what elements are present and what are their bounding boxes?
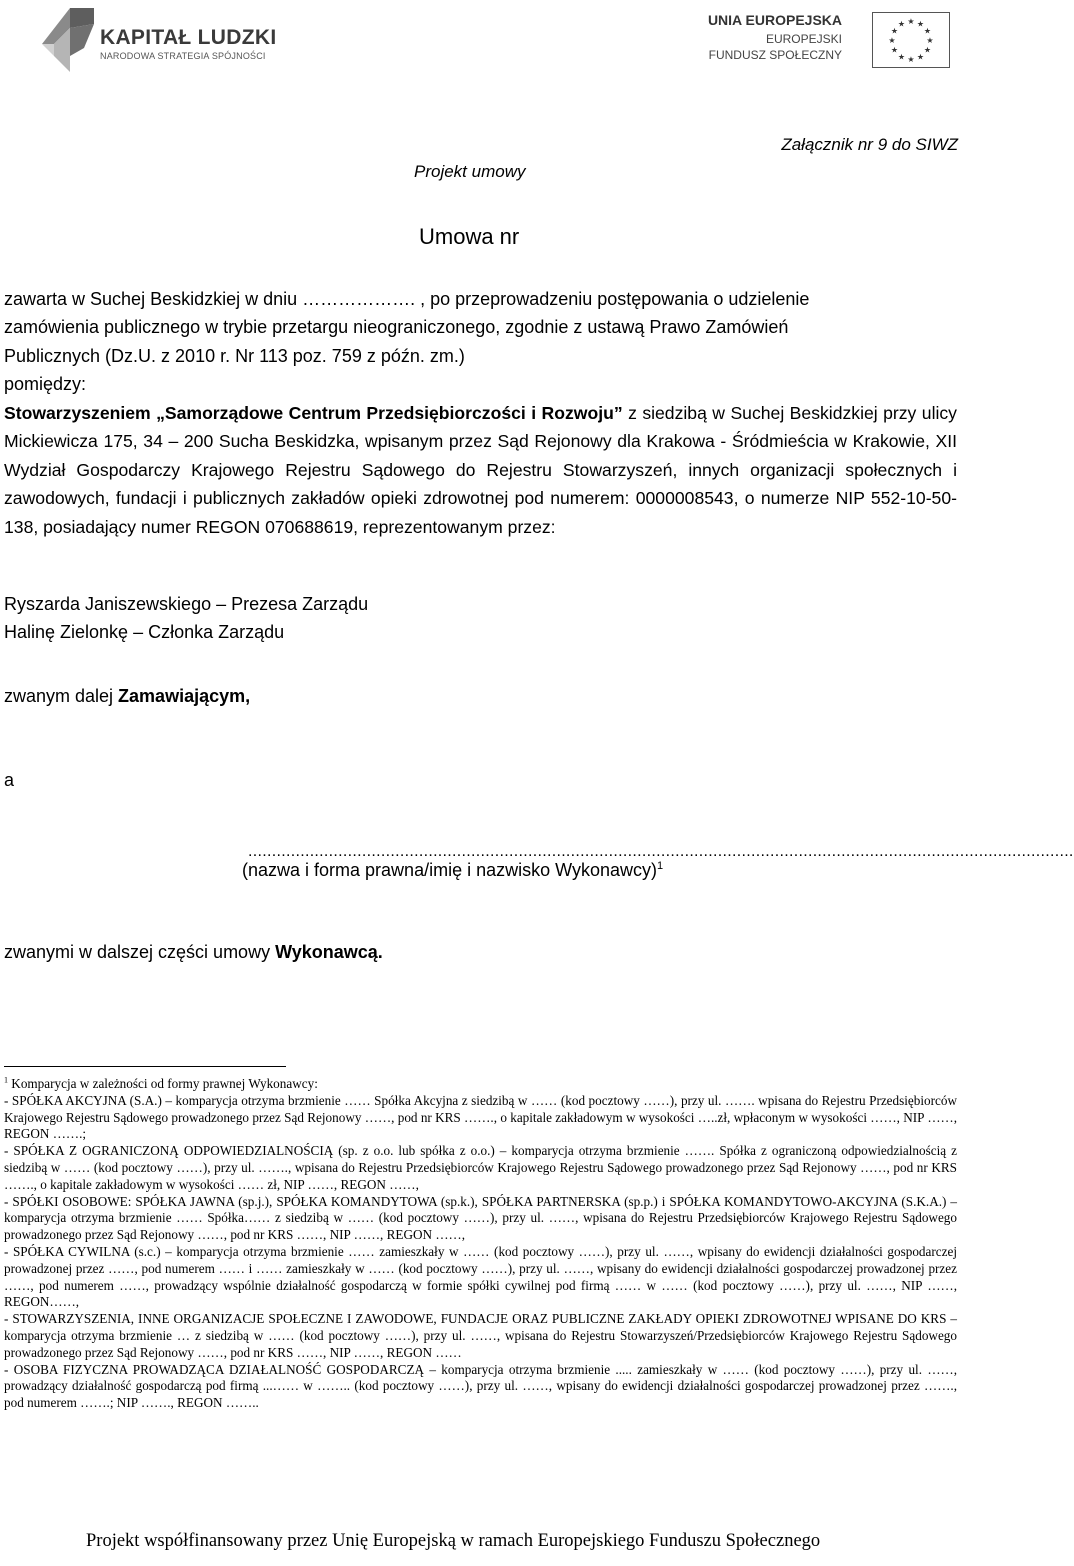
eu-logo-line3: FUNDUSZ SPOŁECZNY: [708, 48, 842, 62]
eu-logo-line2: EUROPEJSKI: [765, 32, 842, 46]
svg-text:★: ★: [888, 36, 896, 45]
intro-line-2: zamówienia publicznego w trybie przetargu nieograniczonego, zgodnie z ustawą Prawo Zamówień: [4, 317, 789, 338]
svg-text:★: ★: [907, 17, 915, 26]
footnote: [4, 1076, 957, 1412]
svg-text:★: ★: [897, 19, 906, 29]
kapital-ludzki-title: KAPITAŁ LUDZKI: [100, 26, 277, 49]
footnote-separator: [4, 1066, 286, 1067]
svg-text:★: ★: [916, 19, 925, 29]
contractor-caption-text: (nazwa i forma prawna/imię i nazwisko Wykonawcy): [242, 860, 657, 880]
intro-paragraph: [4, 285, 957, 399]
footnote-number: 1: [4, 1075, 8, 1085]
representative-2: Halinę Zielonkę – Członka Zarządu: [4, 622, 285, 643]
footnote-heading: [4, 1076, 957, 1093]
project-label: Projekt umowy: [414, 162, 526, 181]
svg-text:★: ★: [897, 52, 906, 62]
document-title: Umowa nr: [419, 224, 520, 249]
footnote-heading-text: Komparycja w zależności od formy prawnej Wykonawcy:: [8, 1076, 318, 1091]
footnote-item-stowarzyszenia: - STOWARZYSZENIA, INNE ORGANIZACJE SPOŁECZNE I ZAWODOWE, FUNDACJE ORAZ PUBLICZNE ZAKŁADY OPIEKI ZDROWOTNEJ WPISANE DO KRS – komparycja otrzyma brzmienie … z siedzibą w …… (kod pocztowy ……), przy ul. ……, wpisana do Rejestru Stowarzyszeń/Przedsiębiorców Krajowego Rejestru Sądowego prowadzonego przez Sąd Rejonowy ……, pod nr KRS ……, NIP ……, REGON ……: [4, 1311, 957, 1360]
wykonawca-line: [4, 938, 957, 966]
between-label: pomiędzy:: [4, 374, 87, 395]
representative-1: Ryszarda Janiszewskiego – Prezesa Zarządu: [4, 594, 369, 614]
party1-name: Stowarzyszeniem „Samorządowe Centrum Przedsiębiorczości i Rozwoju”: [4, 403, 623, 423]
svg-text:★: ★: [926, 36, 934, 45]
footnote-item-spzoo: - SPÓŁKA Z OGRANICZONĄ ODPOWIEDZIALNOŚCIĄ (sp. z o.o. lub spółka z o.o.) – komparycja otrzyma brzmienie ……. Spółka z ograniczoną odpowiedzialnością z siedzibą w …… (kod pocztowy ……), przy ul. ……., wpisana do Rejestru Przedsiębiorców Krajowego Rejestru Sądowego prowadzonego przez Sąd Rejonowy ……, pod nr KRS ……., o kapitale zakładowym w wysokości …… zł, NIP ……, REGON ……,: [4, 1143, 957, 1192]
eu-flag-icon: [872, 12, 950, 68]
intro-line-3: Publicznych (Dz.U. z 2010 r. Nr 113 poz. 759 z późn. zm.): [4, 345, 465, 366]
kapital-ludzki-emblem-icon: [40, 4, 96, 74]
wykonawca-prefix: zwanymi w dalszej części umowy: [4, 942, 276, 962]
attachment-label: Załącznik nr 9 do SIWZ: [781, 135, 958, 154]
page-footer: Projekt współfinansowany przez Unię Europejską w ramach Europejskiego Funduszu Społecznego: [86, 1531, 821, 1551]
kapital-ludzki-subtitle: NARODOWA STRATEGIA SPÓJNOŚCI: [100, 51, 266, 61]
svg-text:★: ★: [890, 26, 899, 36]
contractor-caption: [242, 860, 663, 881]
intro-line-1: zawarta w Suchej Beskidzkiej w dniu ………………. , po przeprowadzeniu postępowania o udzielenie: [4, 289, 810, 309]
eu-logo: [707, 8, 960, 78]
zamawiajacy-line: [4, 682, 957, 710]
svg-text:★: ★: [907, 55, 915, 64]
zamawiajacy-prefix: zwanym dalej: [4, 686, 119, 706]
zamawiajacy-name: Zamawiającym,: [118, 686, 251, 706]
kapital-ludzki-logo: [40, 4, 280, 76]
svg-text:★: ★: [923, 45, 932, 55]
footnote-item-spolka-cywilna: - SPÓŁKA CYWILNA (s.c.) – komparycja otrzyma brzmienie …… zamieszkały w …… (kod pocztowy ……), przy ul. ……, wpisany do ewidencji działalności gospodarczej prowadzonej przez ……, pod numerem …… i …… zamieszkały w …… (kod pocztowy ……), przy ul. ……, wpisany do ewidencji działalności gospodarczej prowadzonej przez ……, pod numerem ……, prowadzący wspólnie działalność gospodarczą w formie spółki cywilnej pod firmą …… w …… (kod pocztowy ……), przy ul. ……, NIP ……, REGON……,: [4, 1243, 957, 1310]
wykonawca-name: Wykonawcą.: [275, 942, 383, 962]
eu-logo-line1: UNIA EUROPEJSKA: [707, 12, 842, 28]
footnote-item-spolki-osobowe: - SPÓŁKI OSOBOWE: SPÓŁKA JAWNA (sp.j.), SPÓŁKA KOMANDYTOWA (sp.k.), SPÓŁKA PARTNERSKA (sp.p.) i SPÓŁKA KOMANDYTOWO-AKCYJNA (S.K.A.) – komparycja otrzyma brzmienie …… Spółka…… z siedzibą w …… (kod pocztowy ……), przy ul. ……, wpisana do Rejestru Przedsiębiorców Krajowego Rejestru Sądowego prowadzonego przez Sąd Rejonowy ……, pod nr KRS ……, NIP ……, REGON ……,: [4, 1193, 957, 1243]
footnote-item-osoba-fizyczna: - OSOBA FIZYCZNA PROWADZĄCA DZIAŁALNOŚĆ GOSPODARCZĄ – komparycja otrzyma brzmienie ..... zamieszkały w …… (kod pocztowy ……), przy ul. ……, prowadzący działalność gospodarczą pod firmą ...…… w …….. (kod pocztowy ……), przy ul. ……, wpisany do ewidencji działalności gospodarczej prowadzonej przez ……., pod numerem …….; NIP ……., REGON ……..: [4, 1361, 957, 1411]
footnote-reference: 1: [656, 860, 664, 872]
party1-paragraph: [4, 399, 957, 541]
representatives-list: [4, 590, 957, 647]
svg-text:★: ★: [916, 52, 925, 62]
svg-text:★: ★: [890, 45, 899, 55]
party1-details: z siedzibą w Suchej Beskidzkiej przy ulicy Mickiewicza 175, 34 – 200 Sucha Beskidzka, wpisanym przez Sąd Rejonowy dla Krakowa - Śródmieścia w Krakowie, XII Wydział Gospodarczy Krajowego Rejestru Sądowego do Rejestru Stowarzyszeń, innych organizacji społecznych i zawodowych, fundacji i publicznych zakładów opieki zdrowotnej pod numerem: 0000008543, o numerze NIP 552-10-50-138, posiadający numer REGON 070688619, reprezentowanym przez:: [4, 403, 957, 537]
svg-text:★: ★: [923, 26, 932, 36]
footnote-item-sa: - SPÓŁKA AKCYJNA (S.A.) – komparycja otrzyma brzmienie …… Spółka Akcyjna z siedzibą w …… (kod pocztowy ……), przy ul. ……. wpisana do Rejestru Przedsiębiorców Krajowego Rejestru Sądowego prowadzonego przez Sąd Rejonowy ……, pod nr KRS ……., o kapitale zakładowym w wysokości …..zł, wpłaconym w wysokości ……, NIP ……, REGON …….;: [4, 1092, 957, 1142]
and-label: a: [4, 770, 15, 790]
contractor-dots-line: ..............................................................................................................................................................................: [248, 843, 1074, 860]
